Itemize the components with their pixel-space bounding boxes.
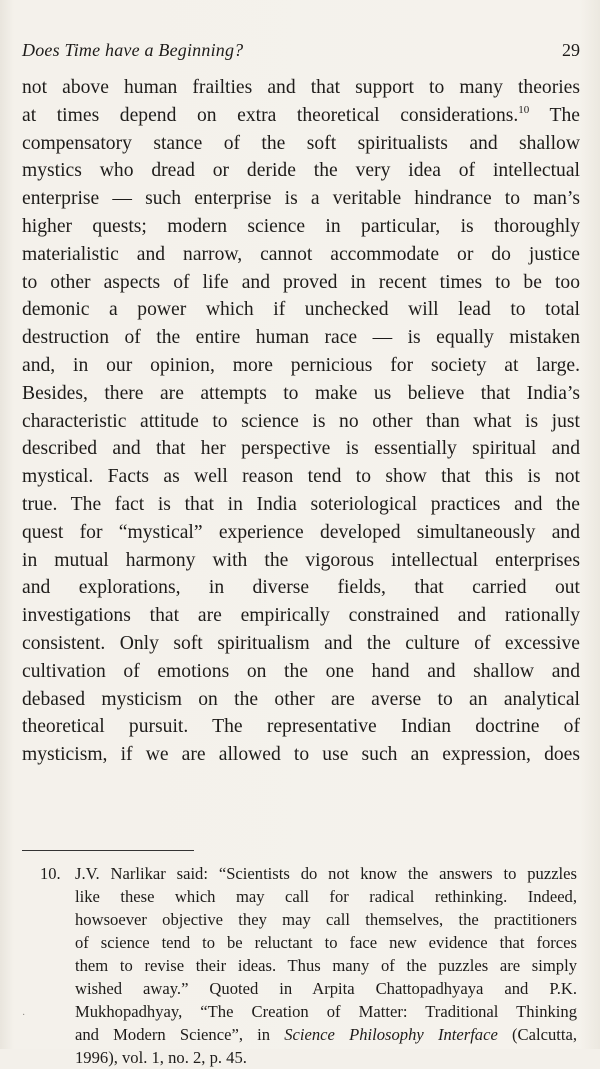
footnote-text — [75, 862, 577, 1069]
print-speck: · — [22, 1010, 26, 1021]
body-line: and, in our opinion, more pernicious for society at large. — [22, 354, 580, 376]
body-line: to other aspects of life and proved in recent times to be too — [22, 271, 580, 293]
body-line: investigations that are empirically constrained and rationally — [22, 605, 580, 627]
body-line: materialistic and narrow, cannot accommodate or do justice — [22, 243, 580, 265]
footnote-divider — [22, 850, 194, 851]
footnote-line: J.V. Narlikar said: “Scientists do not know the answers to puzzles — [75, 864, 577, 883]
body-line: mystics who dread or deride the very idea of intellectual — [22, 160, 580, 182]
body-line: enterprise — such enterprise is a veritable hindrance to man’s — [22, 188, 580, 210]
footnote-line-with-title — [75, 1023, 577, 1046]
footnote-line: of science tend to be reluctant to face new evidence that forces — [75, 933, 577, 952]
body-line-tail: The — [549, 104, 580, 126]
body-line: debased mysticism on the other are averse to an analytical — [22, 688, 580, 710]
body-line: in mutual harmony with the vigorous intellectual enterprises — [22, 549, 580, 571]
body-line: described and that her perspective is essentially spiritual and — [22, 438, 580, 460]
publication-place: (Calcutta, — [512, 1025, 577, 1044]
body-line: characteristic attitude to science is no other than what is just — [22, 410, 580, 432]
body-line: cultivation of emotions on the one hand and shallow and — [22, 660, 580, 682]
body-line: true. The fact is that in India soteriological practices and the — [22, 493, 580, 515]
body-line: quest for “mystical” experience developed simultaneously and — [22, 521, 580, 543]
body-line: higher quests; modern science in particular, is thoroughly — [22, 215, 580, 237]
body-line: and explorations, in diverse fields, that carried out — [22, 577, 580, 599]
body-line-with-footnote-ref — [22, 102, 580, 130]
body-line: Besides, there are attempts to make us believe that India’s — [22, 382, 580, 404]
footnote-line: like these which may call for radical rethinking. Indeed, — [75, 887, 577, 906]
body-line: mystical. Facts as well reason tend to show that this is not — [22, 466, 580, 488]
footnote-reference[interactable]: 10 — [518, 103, 530, 116]
footnote-line: 1996), vol. 1, no. 2, p. 45. — [75, 1048, 247, 1067]
footnote-line: Mukhopadhyay, “The Creation of Matter: Traditional Thinking — [75, 1002, 577, 1021]
body-line: theoretical pursuit. The representative Indian doctrine of — [22, 716, 580, 738]
body-line: compensatory stance of the soft spiritualists and shallow — [22, 132, 580, 154]
publication-title: Science Philosophy Interface — [284, 1025, 498, 1044]
footnote-line: howsoever objective they may call themselves, the practitioners — [75, 910, 577, 929]
body-line-text: at times depend on extra theoretical considerations. — [22, 104, 519, 126]
body-line: destruction of the entire human race — is equally mistaken — [22, 327, 580, 349]
page-number: 29 — [562, 40, 580, 60]
body-line: mysticism, if we are allowed to use such an expression, does — [22, 744, 580, 766]
body-line: demonic a power which if unchecked will lead to total — [22, 299, 580, 321]
footnote-number: 10. — [40, 864, 61, 883]
running-title: Does Time have a Beginning? — [22, 40, 244, 60]
body-line: consistent. Only soft spiritualism and the culture of excessive — [22, 632, 580, 654]
footnote-line-text: and Modern Science”, in — [75, 1025, 271, 1044]
footnote-line: wished away.” Quoted in Arpita Chattopadhyaya and P.K. — [75, 979, 577, 998]
body-text — [22, 74, 580, 769]
body-line: not above human frailties and that support to many theories — [22, 77, 580, 98]
footnote-line: them to revise their ideas. Thus many of the puzzles are simply — [75, 956, 577, 975]
